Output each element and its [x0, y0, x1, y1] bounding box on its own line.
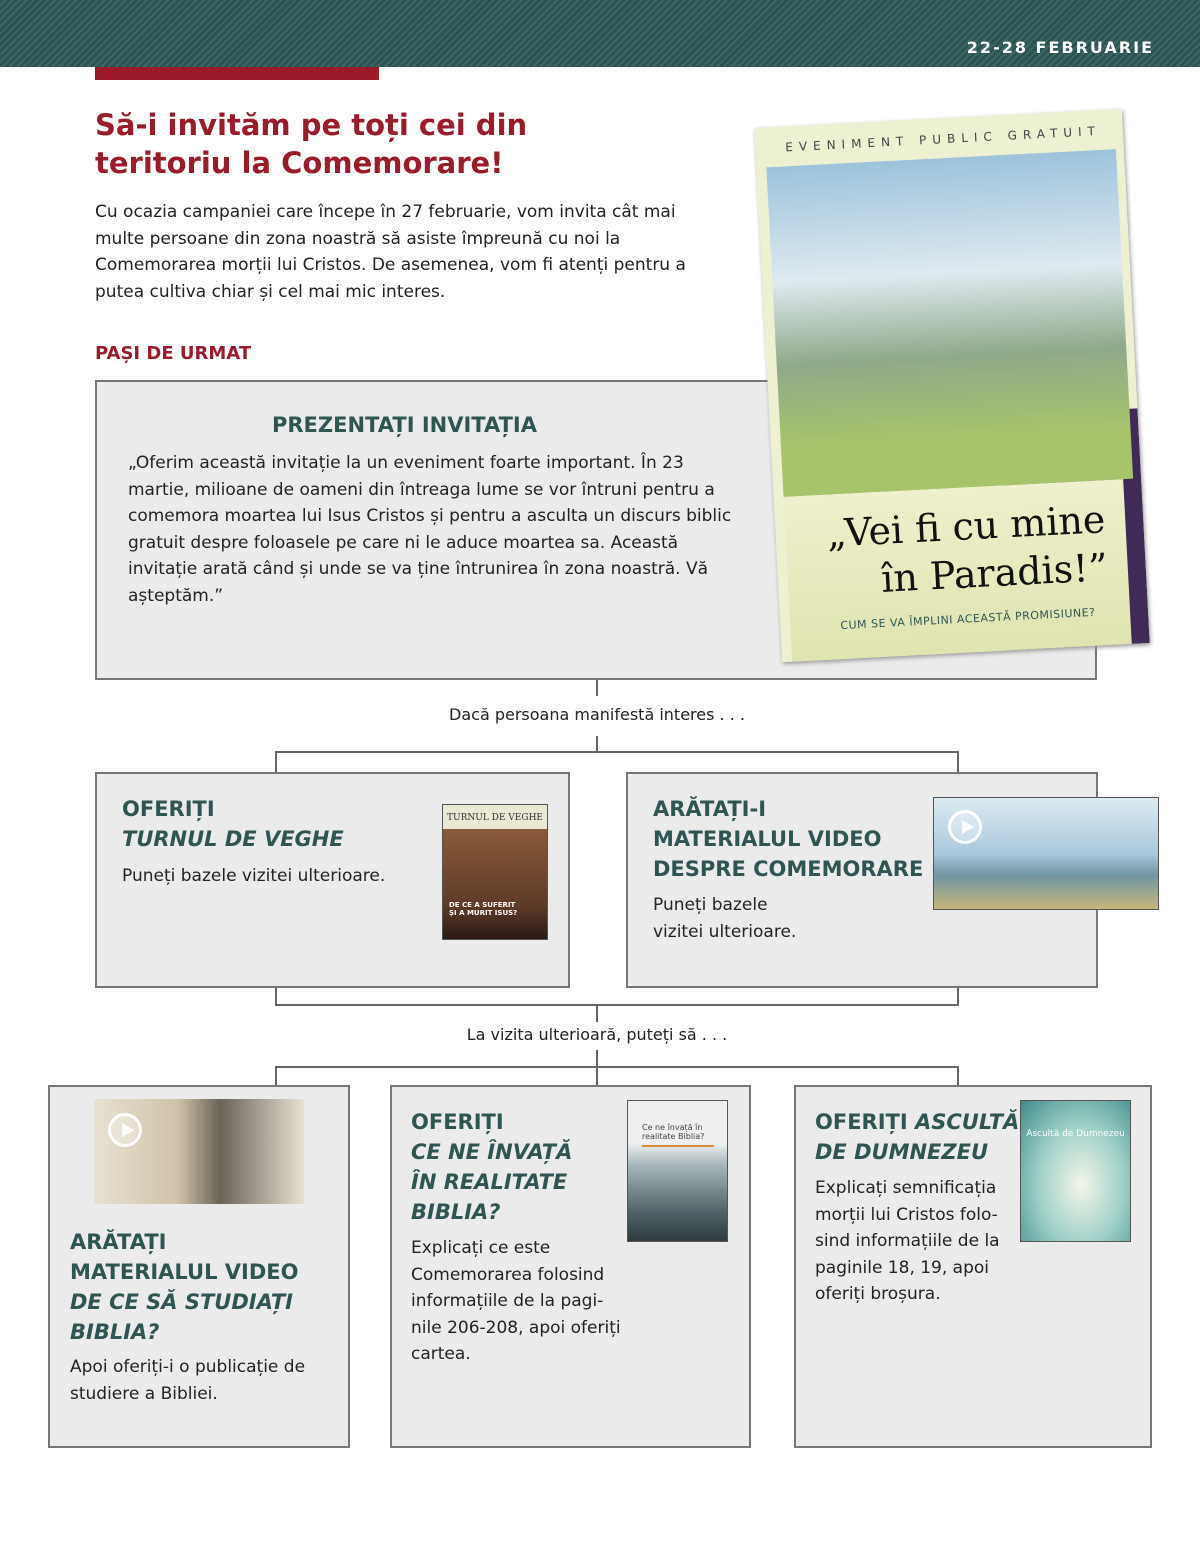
memorial-video-thumbnail[interactable] — [933, 797, 1159, 910]
heading-line: OFERIȚI — [815, 1110, 908, 1134]
connector-line — [596, 680, 598, 696]
play-icon[interactable] — [948, 810, 982, 844]
connector-line — [275, 751, 277, 773]
poster-photo — [766, 149, 1133, 497]
date-range: 22-28 FEBRUARIE — [966, 38, 1154, 57]
connector-line — [275, 1066, 959, 1068]
cover-subtitle: DE CE A SUFERIT ȘI A MURIT ISUS? — [449, 901, 518, 917]
text-line: vizitei ulterioare. — [653, 921, 797, 942]
page-title: Să-i invităm pe toți cei din teritoriu la Comemorare! — [95, 108, 528, 180]
watchtower-cover — [442, 804, 548, 940]
heading-line: MATERIALUL VIDEO — [653, 827, 882, 851]
bible-teach-box — [390, 1085, 751, 1448]
heading-line: ARĂTAȚI — [70, 1230, 167, 1254]
connector-line — [275, 1066, 277, 1086]
intro-text: Cu ocazia campaniei care începe în 27 februarie, vom invita cât mai multe persoane din zona noastră să asiste împreună cu noi la Comemorarea morții lui Cristos. De asemenea, vom fi atenți pentru a putea cultiva chiar și cel mai mic interes. — [95, 202, 686, 302]
study-video-heading — [70, 1227, 299, 1347]
text-line: Puneți bazele — [653, 895, 768, 915]
play-icon[interactable] — [108, 1113, 142, 1147]
heading-line: MATERIALUL VIDEO — [70, 1260, 299, 1284]
listen-to-god-box — [794, 1085, 1152, 1448]
heading-line: ASCULTĂ — [914, 1110, 1020, 1134]
listen-to-god-text: Explicați semnificația morții lui Cristos folo-sind informațiile de la paginile 18, 19, apoi oferiți broșura. — [815, 1178, 1000, 1304]
connector-line — [275, 751, 959, 753]
connector-line — [957, 751, 959, 773]
poster-quote-1: „Vei fi cu mine — [825, 497, 1107, 556]
heading-line: OFERIȚI — [122, 797, 215, 821]
invitation-heading: PREZENTAȚI INVITAȚIA — [272, 413, 537, 437]
study-video-thumbnail[interactable] — [94, 1099, 304, 1204]
listen-to-god-cover — [1020, 1100, 1131, 1242]
cover-title: TURNUL DE VEGHE — [447, 813, 543, 823]
connector-line — [596, 736, 598, 752]
cover-title: Ascultă de Dumnezeu — [1026, 1129, 1125, 1139]
heading-line: DESPRE COMEMORARE — [653, 857, 924, 881]
poster-subtitle: CUM SE VA ÎMPLINI ACEASTĂ PROMISIUNE? — [840, 605, 1096, 633]
study-video-text: Apoi oferiți-i o publicație de studiere a Bibliei. — [70, 1357, 306, 1404]
listen-to-god-heading — [815, 1107, 1019, 1167]
bible-teach-text: Explicați ce este Comemorarea folosind informațiile de la pagi-nile 206-208, apoi oferiți cartea. — [411, 1238, 621, 1364]
heading-line: BIBLIA? — [70, 1320, 160, 1344]
heading-line: DE CE SĂ STUDIAȚI — [70, 1290, 293, 1314]
heading-line: ARĂTAȚI-I — [653, 797, 767, 821]
connector-line — [275, 1004, 959, 1006]
watchtower-text: Puneți bazele vizitei ulterioare. — [122, 866, 386, 886]
connector-line — [596, 1050, 598, 1086]
invitation-quote: „Oferim această invitație la un eveniment foarte important. În 23 martie, milioane de oameni din întreaga lume se vor întruni pentru a comemora moartea lui Isus Cristos și pentru a asculta un discurs biblic gratuit despre foloasele pe care ni le aduce moartea sa. Această invitație arată când și unde se va ține întrunirea în zona noastră. Vă așteptăm.” — [128, 453, 732, 606]
connector-caption-2: La vizita ulterioară, puteți să . . . — [466, 1025, 728, 1044]
heading-line: OFERIȚI — [411, 1110, 504, 1134]
connector-line — [596, 1004, 598, 1022]
connector-line — [957, 1066, 959, 1086]
heading-line: ÎN REALITATE — [411, 1170, 568, 1194]
watchtower-heading — [122, 794, 344, 854]
invitation-poster — [754, 109, 1149, 663]
watchtower-box — [95, 772, 570, 988]
bible-teach-cover — [627, 1100, 728, 1242]
bible-teach-heading — [411, 1107, 572, 1227]
poster-top: EVENIMENT PUBLIC GRATUIT — [784, 123, 1102, 155]
heading-line: BIBLIA? — [411, 1200, 501, 1224]
heading-line: CE NE ÎNVAȚĂ — [411, 1140, 573, 1164]
accent-bar — [95, 67, 379, 80]
poster-quote — [814, 495, 1109, 606]
memorial-video-heading — [653, 794, 923, 884]
cover-title: Ce ne învață în realitate Biblia? — [642, 1123, 714, 1147]
steps-heading: PAȘI DE URMAT — [95, 343, 252, 364]
memorial-video-text — [653, 892, 796, 945]
connector-caption-1: Dacă persoana manifestă interes . . . — [449, 705, 745, 724]
heading-line: TURNUL DE VEGHE — [122, 827, 344, 851]
heading-line: DE DUMNEZEU — [815, 1140, 989, 1164]
study-video-box — [48, 1085, 350, 1448]
poster-quote-2: în Paradis!” — [880, 545, 1109, 601]
